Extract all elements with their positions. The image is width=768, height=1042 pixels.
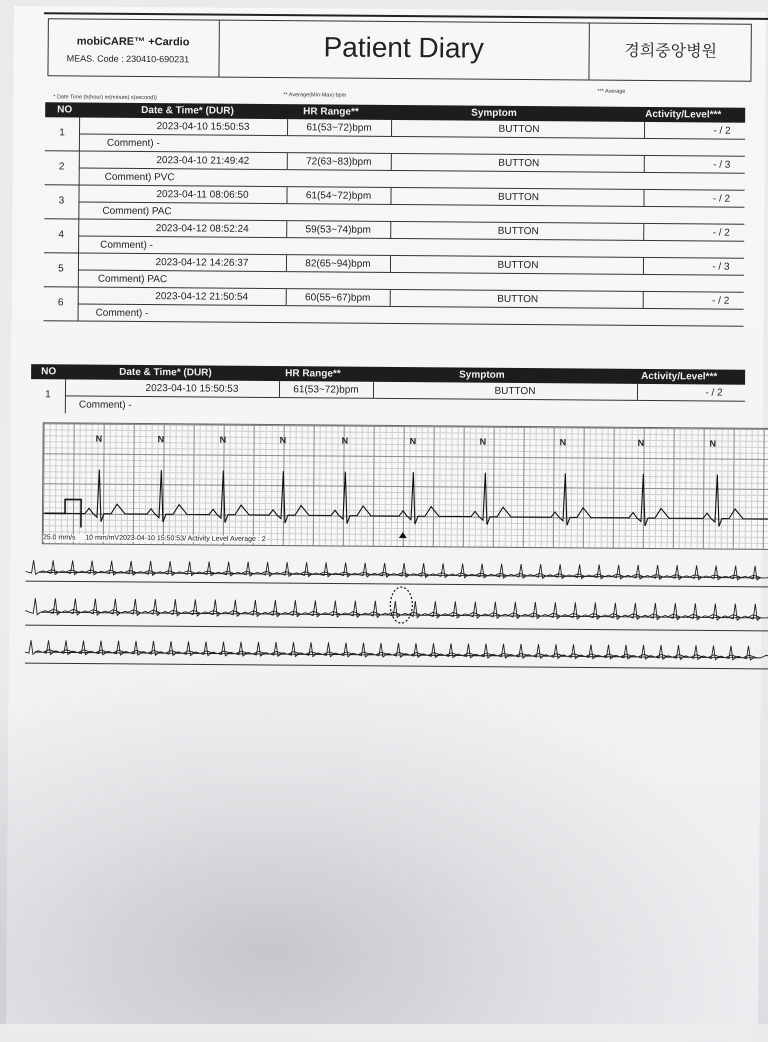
col-datetime: Date & Time* (DUR): [141, 105, 234, 117]
row-symptom: BUTTON: [497, 259, 539, 272]
row-no: 3: [58, 195, 65, 207]
table-row: [44, 219, 744, 258]
page-title: Patient Diary: [323, 31, 484, 64]
cell-divider: [391, 154, 392, 170]
row-hr-range: 61(54~72)bpm: [305, 190, 372, 202]
cell-divider: [643, 224, 644, 240]
detail-datetime: 2023-04-10 15:50:53: [145, 383, 239, 395]
beat-label: N: [709, 438, 717, 449]
cell-divider: [390, 290, 391, 306]
beat-label: N: [279, 435, 287, 446]
report-header: [47, 18, 751, 82]
detail-activity: - / 2: [705, 387, 723, 399]
row-comment: Comment) -: [95, 307, 149, 320]
note-date-time: * Date Time (h(hour) m(minute) s(second)): [53, 94, 157, 102]
row-no-cell: [44, 253, 79, 287]
note-activity-average: *** Average: [597, 88, 626, 95]
row-symptom: BUTTON: [498, 191, 540, 204]
cell-divider: [644, 122, 645, 138]
cell-divider: [391, 120, 392, 136]
beat-label: N: [95, 433, 103, 444]
table-row: [44, 253, 744, 292]
hospital-box: [588, 24, 751, 81]
row-comment: Comment) PAC: [102, 205, 172, 218]
col-no: NO: [57, 104, 73, 116]
row-activity: - / 3: [713, 159, 731, 171]
beat-label: N: [341, 435, 349, 446]
detail-row: [31, 379, 745, 419]
row-comment: Comment) -: [106, 137, 160, 150]
table-row: [45, 151, 745, 190]
cell-divider: [643, 258, 644, 274]
row-datetime: 2023-04-12 14:26:37: [155, 257, 249, 269]
cell-divider: [373, 382, 374, 398]
brand-box: [48, 19, 219, 76]
row-divider: [44, 320, 744, 326]
col-no: NO: [41, 366, 57, 378]
beat-label: N: [157, 434, 165, 445]
beat-label: N: [219, 434, 227, 445]
row-no: 1: [45, 389, 51, 401]
col-hr: HR Range**: [303, 106, 359, 118]
ecg-trace: [43, 423, 768, 549]
row-no-cell: [45, 151, 80, 185]
ecg-detail-strip: [42, 422, 768, 550]
row-datetime: 2023-04-12 08:52:24: [155, 223, 249, 235]
row-no-cell: [44, 185, 79, 219]
row-no: 1: [59, 127, 65, 139]
col-symptom: Symptom: [471, 107, 517, 119]
beat-label: N: [559, 437, 567, 448]
row-no-cell: [45, 117, 80, 151]
row-activity: - / 2: [712, 295, 730, 307]
col-activity: Activity/Level***: [641, 370, 718, 383]
cell-divider: [390, 222, 391, 238]
detail-comment: Comment) -: [78, 399, 132, 411]
row-symptom: BUTTON: [497, 225, 539, 238]
row-no: 5: [58, 263, 64, 275]
beat-label: N: [637, 437, 645, 448]
col-symptom: Symptom: [459, 369, 505, 381]
cell-divider: [643, 190, 644, 206]
detail-symptom: BUTTON: [494, 385, 536, 398]
event-circle: [390, 587, 412, 623]
row-hr-range: 72(63~83)bpm: [306, 156, 372, 168]
ecg-speed: 25.0 mm/s: [42, 534, 76, 542]
row-no-cell: [44, 219, 79, 253]
row-datetime: 2023-04-11 08:06:50: [156, 189, 249, 201]
row-activity: - / 2: [712, 227, 730, 239]
ecg-overview-strip-2: [25, 582, 768, 632]
row-no: 2: [58, 161, 65, 173]
beat-label: N: [479, 436, 487, 447]
row-no-cell: [31, 379, 66, 413]
row-hr-range: 60(55~67)bpm: [305, 292, 371, 304]
cell-divider: [643, 292, 644, 308]
row-activity: - / 2: [712, 193, 731, 205]
row-datetime: 2023-04-12 21:50:54: [155, 291, 249, 303]
detail-hr-range: 61(53~72)bpm: [293, 384, 359, 396]
row-comment: Comment) PVC: [104, 171, 175, 184]
row-symptom: BUTTON: [497, 293, 539, 306]
col-datetime: Date & Time* (DUR): [119, 366, 212, 379]
row-no-cell: [44, 287, 79, 321]
cell-divider: [644, 156, 645, 172]
row-hr-range: 59(53~74)bpm: [305, 224, 371, 236]
row-no: 4: [58, 229, 65, 241]
row-hr-range: 61(53~72)bpm: [306, 122, 372, 134]
ecg-gain: 10 mm/mV: [85, 534, 120, 542]
cell-divider: [390, 256, 391, 272]
row-symptom: BUTTON: [498, 123, 540, 136]
row-comment: Comment) PAC: [97, 273, 168, 286]
row-datetime: 2023-04-10 21:49:42: [156, 155, 250, 167]
photo-shadow: [0, 660, 768, 1024]
row-activity: - / 2: [713, 125, 731, 137]
row-datetime: 2023-04-10 15:50:53: [156, 121, 250, 133]
meas-code: MEAS. Code : 230410-690231: [66, 53, 190, 65]
note-hr-average: ** Average(Min-Max) bpm: [283, 92, 347, 99]
brand-name: mobiCARE™ +Cardio: [76, 35, 190, 49]
row-activity: - / 3: [712, 261, 730, 273]
table-row: [45, 117, 745, 156]
col-hr: HR Range**: [285, 368, 341, 380]
row-no: 6: [57, 297, 64, 309]
table-row: [44, 287, 744, 326]
row-symptom: BUTTON: [498, 157, 540, 170]
cell-divider: [637, 384, 638, 400]
col-activity: Activity/Level***: [645, 108, 722, 121]
row-comment: Comment) -: [100, 239, 153, 252]
hospital-name: 경희중앙병원: [624, 42, 718, 61]
cell-divider: [390, 188, 391, 204]
ecg-caption-text: 2023-04-10 15:50:53/ Activity Level Average : 2: [119, 534, 266, 543]
event-marker: [399, 532, 407, 538]
beat-label: N: [409, 436, 417, 447]
row-hr-range: 82(65~94)bpm: [305, 258, 371, 270]
table-row: [44, 185, 744, 224]
